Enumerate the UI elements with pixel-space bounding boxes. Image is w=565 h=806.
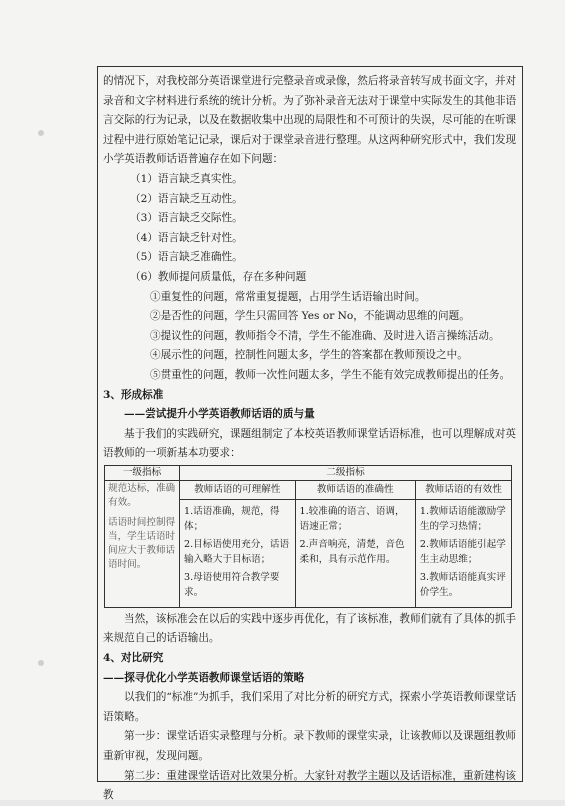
criteria-item: 1.教师话语能激励学生的学习热情；	[419, 505, 506, 533]
step-1-paragraph: 第一步：课堂话语实录整理与分析。录下教师的课堂实录，让该教师以及课题组教师重新审视，发现问题。	[103, 730, 516, 763]
problem-item: （4）语言缺乏针对性。	[130, 231, 243, 244]
problem-item: （1）语言缺乏真实性。	[130, 172, 243, 185]
question-issue-item: ⑤贯重性的问题，教师一次性问题太多，学生不能有效完成教师提出的任务。	[150, 368, 511, 381]
section-4-paragraph: 以我们的“标准”为抓手，我们采用了对比分析的研究方式，探索小学英语教师课堂话语策略。	[103, 691, 517, 723]
section-4-subheading: ——探寻优化小学英语教师课堂话语的策略	[103, 671, 305, 684]
question-issue-item: ④展示性的问题，控制性问题太多，学生的答案都在教师预设之中。	[150, 349, 468, 362]
criteria-item: 1.较准确的语言、语调，语速正常；	[299, 505, 405, 533]
problem-item: （6）教师提问质量低，存在多种问题	[130, 270, 307, 283]
document-body	[103, 72, 517, 806]
after-table-paragraph: 当然，该标准会在以后的实践中逐步再优化，有了该标准，教师们就有了具体的抓手来规范自己的话语输出。	[103, 612, 516, 645]
column-header: 教师话语的有效性	[415, 480, 511, 499]
punch-hole-mark	[38, 660, 44, 666]
problem-list	[103, 170, 517, 288]
section-3-subheading: ——尝试提升小学英语教师话语的质与量	[124, 408, 315, 421]
section-3-heading: 3、形成标准	[103, 388, 164, 401]
section-4-heading: 4、对比研究	[103, 652, 164, 665]
level1-header: 一级指标	[105, 465, 180, 480]
column-header: 教师话语的可理解性	[180, 480, 296, 499]
criteria-cell	[415, 499, 511, 607]
punch-hole-mark	[38, 130, 44, 136]
criteria-item: 2.声音响亮，清楚，音色柔和，具有示范作用。	[299, 538, 405, 566]
standards-table	[104, 465, 512, 608]
question-issue-list	[103, 288, 517, 386]
level2-header: 二级指标	[180, 465, 512, 480]
level1-criterion: 话语时间控制得当，学生话语时间应大于教师话语时间。	[108, 516, 176, 570]
problem-item: （5）语言缺乏准确性。	[130, 251, 243, 264]
criteria-item: 3.教师话语能真实评价学生。	[419, 571, 506, 599]
column-header: 教师话语的准确性	[295, 480, 415, 499]
question-issue-item: ③提议性的问题，教师指令不清，学生不能准确、及时进入语言操练活动。	[150, 329, 500, 342]
criteria-cell	[180, 499, 296, 607]
question-issue-item: ①重复性的问题，常常重复提题，占用学生话语输出时间。	[150, 290, 426, 303]
criteria-item: 3.母语使用符合教学要求。	[184, 571, 280, 599]
step-2-paragraph: 第二步：重建课堂话语对比效果分析。大家针对教学主题以及话语标准，重新建构该教	[103, 769, 516, 802]
criteria-cell	[295, 499, 415, 607]
criteria-item: 1.话语准确，规范，得体；	[184, 505, 280, 533]
question-issue-item: ②是否性的问题，学生只需回答 Yes or No，不能调动思维的问题。	[150, 310, 470, 323]
level1-criterion: 规范达标，准确有效。	[108, 482, 176, 508]
section-3-paragraph: 基于我们的实践研究，课题组制定了本校英语教师课堂话语标准，也可以理解成对英语教师的一项新基本功要求：	[103, 427, 516, 460]
level1-cell	[105, 480, 180, 607]
criteria-item: 2.教师话语能引起学生主动思维；	[419, 538, 506, 566]
problem-item: （2）语言缺乏互动性。	[130, 192, 243, 205]
intro-paragraph: 的情况下，对我校部分英语课堂进行完整录音或录像，然后将录音转写成书面文字，并对录音和文字材料进行系统的统计分析。为了弥补录音无法对于课堂中实际发生的其他非语言交际的行为记录，以及在数据收集中出现的局限性和不可预计的失误，尽可能的在听课过程中进行原始笔记记录，课后对于课堂录音进行整理。从这两种研究形式中，我们发现小学英语教师话语普遍存在如下问题：	[103, 75, 517, 166]
problem-item: （3）语言缺乏交际性。	[130, 212, 243, 225]
criteria-item: 2.目标语使用充分，话语输入略大于目标语；	[184, 538, 290, 566]
